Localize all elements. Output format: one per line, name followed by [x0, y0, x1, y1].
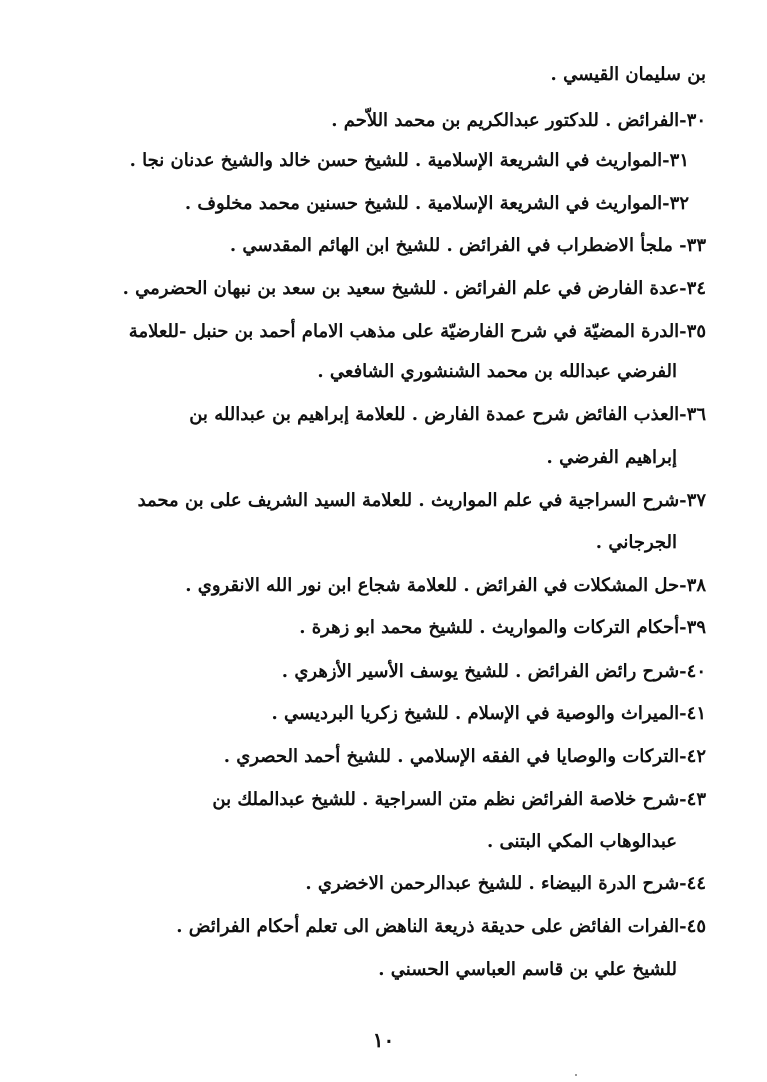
list-item-38: ٣٨-حل المشكلات في الفرائض . للعلامة شجاع ابن نور الله الانقروي .	[185, 575, 706, 596]
list-item-32: ٣٢-المواريث في الشريعة الإسلامية . للشيخ حسنين محمد مخلوف .	[184, 193, 689, 214]
list-item-42: ٤٢-التركات والوصايا في الفقه الإسلامي . للشيخ أحمد الحصري .	[223, 746, 706, 767]
list-item-33: ٣٣- ملجأ الاضطراب في الفرائض . للشيخ ابن الهائم المقدسي .	[229, 235, 706, 256]
list-item-35: ٣٥-الدرة المضيّة في شرح الفارضيّة على مذهب الامام أحمد بن حنبل -للعلامة	[128, 321, 706, 342]
list-item-43: ٤٣-شرح خلاصة الفرائض نظم متن السراجية . للشيخ عبدالملك بن	[212, 789, 706, 810]
list-item-45-continuation: للشيخ علي بن قاسم العباسي الحسني .	[378, 959, 677, 980]
list-item-44: ٤٤-شرح الدرة البيضاء . للشيخ عبدالرحمن الاخضري .	[305, 873, 706, 894]
scan-speck	[575, 1074, 577, 1076]
list-item-36: ٣٦-العذب الفائض شرح عمدة الفارض . للعلامة إبراهيم بن عبدالله بن	[189, 404, 706, 425]
list-item-39: ٣٩-أحكام التركات والمواريث . للشيخ محمد ابو زهرة .	[299, 617, 706, 638]
list-item-41: ٤١-الميراث والوصية في الإسلام . للشيخ زكريا البرديسي .	[271, 703, 706, 724]
text-line-continuation: بن سليمان القيسي .	[550, 64, 706, 85]
list-item-40: ٤٠-شرح رائض الفرائض . للشيخ يوسف الأسير الأزهري .	[281, 661, 706, 682]
list-item-37: ٣٧-شرح السراجية في علم المواريث . للعلامة السيد الشريف على بن محمد	[137, 490, 706, 511]
list-item-31: ٣١-المواريث في الشريعة الإسلامية . للشيخ حسن خالد والشيخ عدنان نجا .	[129, 150, 689, 171]
list-item-30: ٣٠-الفرائض . للدكتور عبدالكريم بن محمد اللاّحم .	[331, 110, 706, 131]
list-item-45: ٤٥-الفرات الفائض على حديقة ذريعة الناهض الى تعلم أحكام الفرائض .	[176, 916, 706, 937]
list-item-34: ٣٤-عدة الفارض في علم الفرائض . للشيخ سعيد بن سعد بن نبهان الحضرمي .	[122, 278, 706, 299]
list-item-37-continuation: الجرجاني .	[595, 532, 677, 553]
page-number: ١٠	[372, 1028, 395, 1052]
list-item-35-continuation: الفرضي عبدالله بن محمد الشنشوري الشافعي .	[317, 361, 677, 382]
list-item-36-continuation: إبراهيم الفرضي .	[546, 447, 677, 468]
list-item-43-continuation: عبدالوهاب المكي البتنى .	[486, 831, 677, 852]
